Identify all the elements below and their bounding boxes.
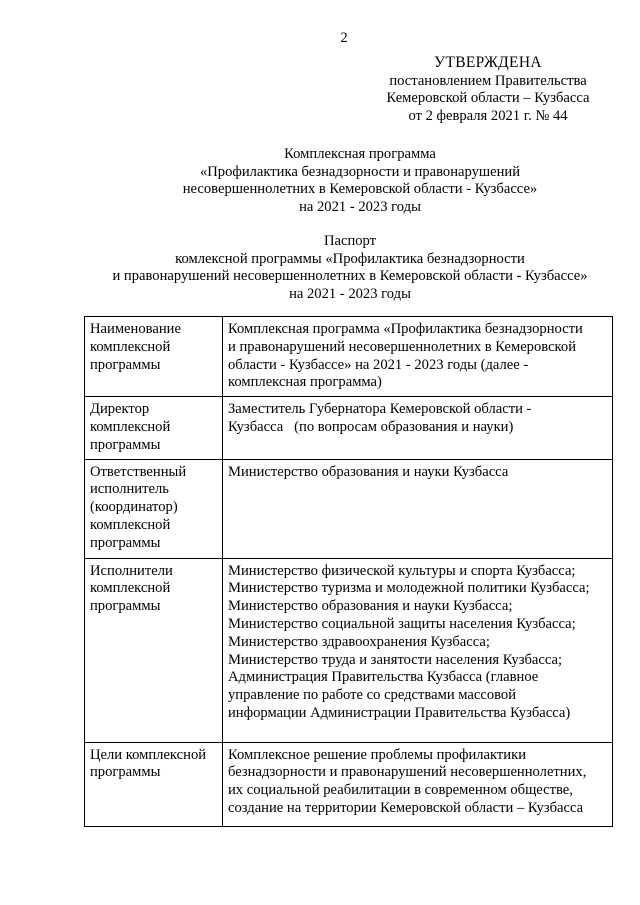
label-line: программы [90,436,161,453]
label-line: (координатор) [90,499,178,516]
value-line: безнадзорности и правонарушений несовершеннолетних, [228,764,587,781]
program-title [60,146,640,216]
passport-table [84,316,613,827]
table-row [85,397,613,459]
label-line: комплексной [90,516,171,533]
row-value [223,742,613,826]
label-line: комплексной [90,418,171,435]
value-line: Министерство труда и занятости населения Кузбасса; [228,651,563,668]
value-line: Министерство физической культуры и спорта Кузбасса; [228,562,576,579]
program-title-line: на 2021 - 2023 годы [299,198,421,215]
row-value [223,459,613,558]
passport-heading [40,233,640,303]
label-line: Ответственный [90,463,187,480]
value-line: Кузбасса (по вопросам образования и науки) [228,418,514,435]
row-value [223,317,613,397]
label-line: программы [90,764,161,781]
row-value [223,558,613,742]
label-line: программы [90,534,161,551]
value-line: и правонарушений несовершеннолетних в Кемеровской [228,338,576,355]
row-label [85,397,223,459]
table-row [85,742,613,826]
value-line: информации Администрации Правительства Кузбасса) [228,704,571,721]
passport-line: и правонарушений несовершеннолетних в Кемеровской области - Кузбассе» [112,268,588,285]
label-line: программы [90,598,161,615]
row-label [85,459,223,558]
label-line: Директор [90,401,150,418]
value-line: управление по работе со средствами массовой [228,687,517,704]
approval-block [370,54,606,125]
value-line: области - Кузбассе» на 2021 - 2023 годы (далее - [228,356,529,373]
passport-line: комлексной программы «Профилактика безнадзорности [175,250,525,267]
label-line: программы [90,356,161,373]
label-line: Исполнители [90,562,173,579]
table-row [85,459,613,558]
approval-stamp: УТВЕРЖДЕНА [434,54,542,71]
value-line: Министерство образования и науки Кузбасса; [228,598,513,615]
table-row [85,558,613,742]
program-title-line: Комплексная программа [284,146,436,162]
value-line: Комплексное решение проблемы профилактики [228,746,527,763]
value-line: Министерство образования и науки Кузбасса [228,463,509,480]
row-label [85,558,223,742]
page-number: 2 [340,30,348,46]
label-line: Цели комплексной [90,746,207,763]
program-title-line: несовершеннолетних в Кемеровской области - Кузбассе» [182,181,538,198]
label-line: Наименование [90,321,181,337]
row-label [85,742,223,826]
table-row [85,317,613,397]
value-line: Министерство здравоохранения Кузбасса; [228,633,490,650]
value-line: комплексная программа) [228,374,382,391]
value-line: создание на территории Кемеровской области – Кузбасса [228,799,584,816]
value-line: Администрация Правительства Кузбасса (главное [228,669,539,686]
value-line: их социальной реабилитации в современном обществе, [228,782,573,799]
value-line: Заместитель Губернатора Кемеровской области - [228,401,532,418]
passport-line: на 2021 - 2023 годы [289,285,411,302]
approval-line: Кемеровской области – Кузбасса [386,90,590,107]
approval-line: постановлением Правительства [389,72,587,89]
row-value [223,397,613,459]
row-label [85,317,223,397]
value-line: Министерство социальной защиты населения Кузбасса; [228,615,576,632]
label-line: комплексной [90,580,171,597]
passport-title: Паспорт [323,233,377,249]
value-line: Министерство туризма и молодежной политики Кузбасса; [228,580,590,597]
approval-line: от 2 февраля 2021 г. № 44 [408,107,568,124]
value-line: Комплексная программа «Профилактика безнадзорности [228,321,583,337]
program-title-line: «Профилактика безнадзорности и правонарушений [199,163,521,180]
label-line: комплексной [90,338,171,355]
label-line: исполнитель [90,481,169,498]
